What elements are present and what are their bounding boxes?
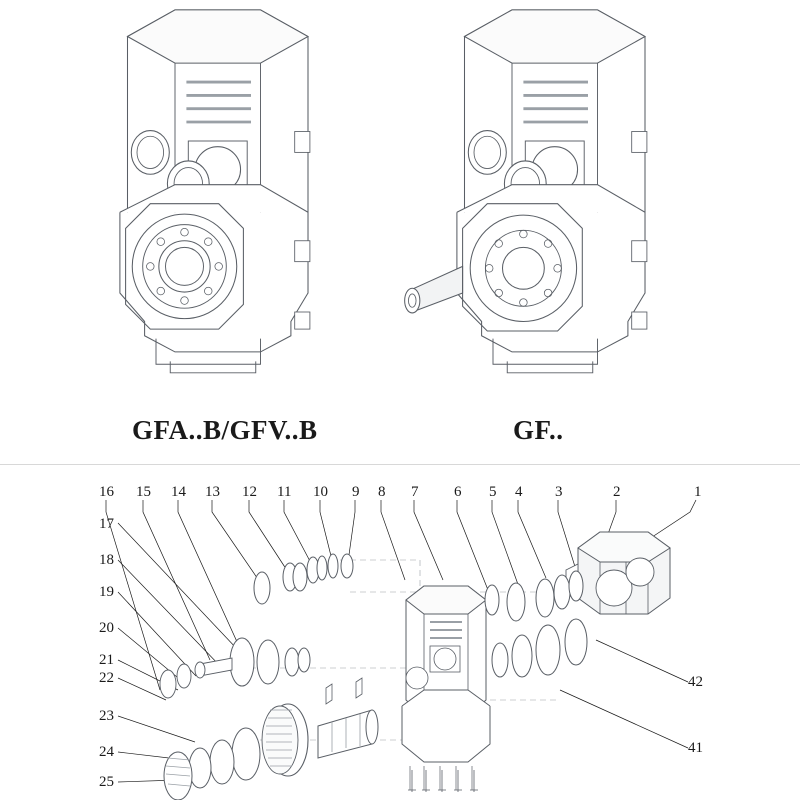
callout-7: 7 bbox=[411, 484, 419, 500]
callout-2: 2 bbox=[613, 484, 621, 500]
callout-6: 6 bbox=[454, 484, 462, 500]
callout-41: 41 bbox=[688, 740, 703, 756]
fastener-group bbox=[408, 770, 478, 792]
callout-11: 11 bbox=[277, 484, 292, 500]
callout-8: 8 bbox=[378, 484, 386, 500]
callout-5: 5 bbox=[489, 484, 497, 500]
figure-gf bbox=[405, 10, 647, 373]
callout-24: 24 bbox=[99, 744, 114, 760]
callout-22: 22 bbox=[99, 670, 114, 686]
output-shaft bbox=[405, 266, 463, 313]
callout-15: 15 bbox=[136, 484, 151, 500]
output-gear-wheel bbox=[164, 704, 308, 800]
output-flange bbox=[470, 215, 576, 321]
callout-10: 10 bbox=[313, 484, 328, 500]
callout-3: 3 bbox=[555, 484, 563, 500]
pinion-shaft-upper bbox=[160, 638, 310, 698]
callout-12: 12 bbox=[242, 484, 257, 500]
callout-4: 4 bbox=[515, 484, 523, 500]
callout-16: 16 bbox=[99, 484, 114, 500]
seal-ring-group bbox=[492, 619, 587, 677]
section-divider bbox=[0, 464, 800, 465]
figure-gfab-gfvb bbox=[120, 10, 310, 373]
figure-caption-left: GFA..B/GFV..B bbox=[132, 415, 318, 445]
hollow-shaft-flange bbox=[132, 214, 237, 319]
figure-caption-right: GF.. bbox=[513, 415, 564, 445]
callout-42: 42 bbox=[688, 674, 703, 690]
callout-9: 9 bbox=[352, 484, 360, 500]
callout-1: 1 bbox=[694, 484, 702, 500]
callout-21: 21 bbox=[99, 652, 114, 668]
motor-adapter bbox=[566, 532, 670, 614]
input-shaft bbox=[318, 678, 378, 758]
callout-20: 20 bbox=[99, 620, 114, 636]
exploded-housing bbox=[402, 586, 490, 790]
callout-14: 14 bbox=[171, 484, 186, 500]
callout-25: 25 bbox=[99, 774, 114, 790]
callout-13: 13 bbox=[205, 484, 220, 500]
callout-23: 23 bbox=[99, 708, 114, 724]
callout-18: 18 bbox=[99, 552, 114, 568]
callout-19: 19 bbox=[99, 584, 114, 600]
callout-17: 17 bbox=[99, 516, 114, 532]
exploded-assembly bbox=[106, 500, 696, 800]
